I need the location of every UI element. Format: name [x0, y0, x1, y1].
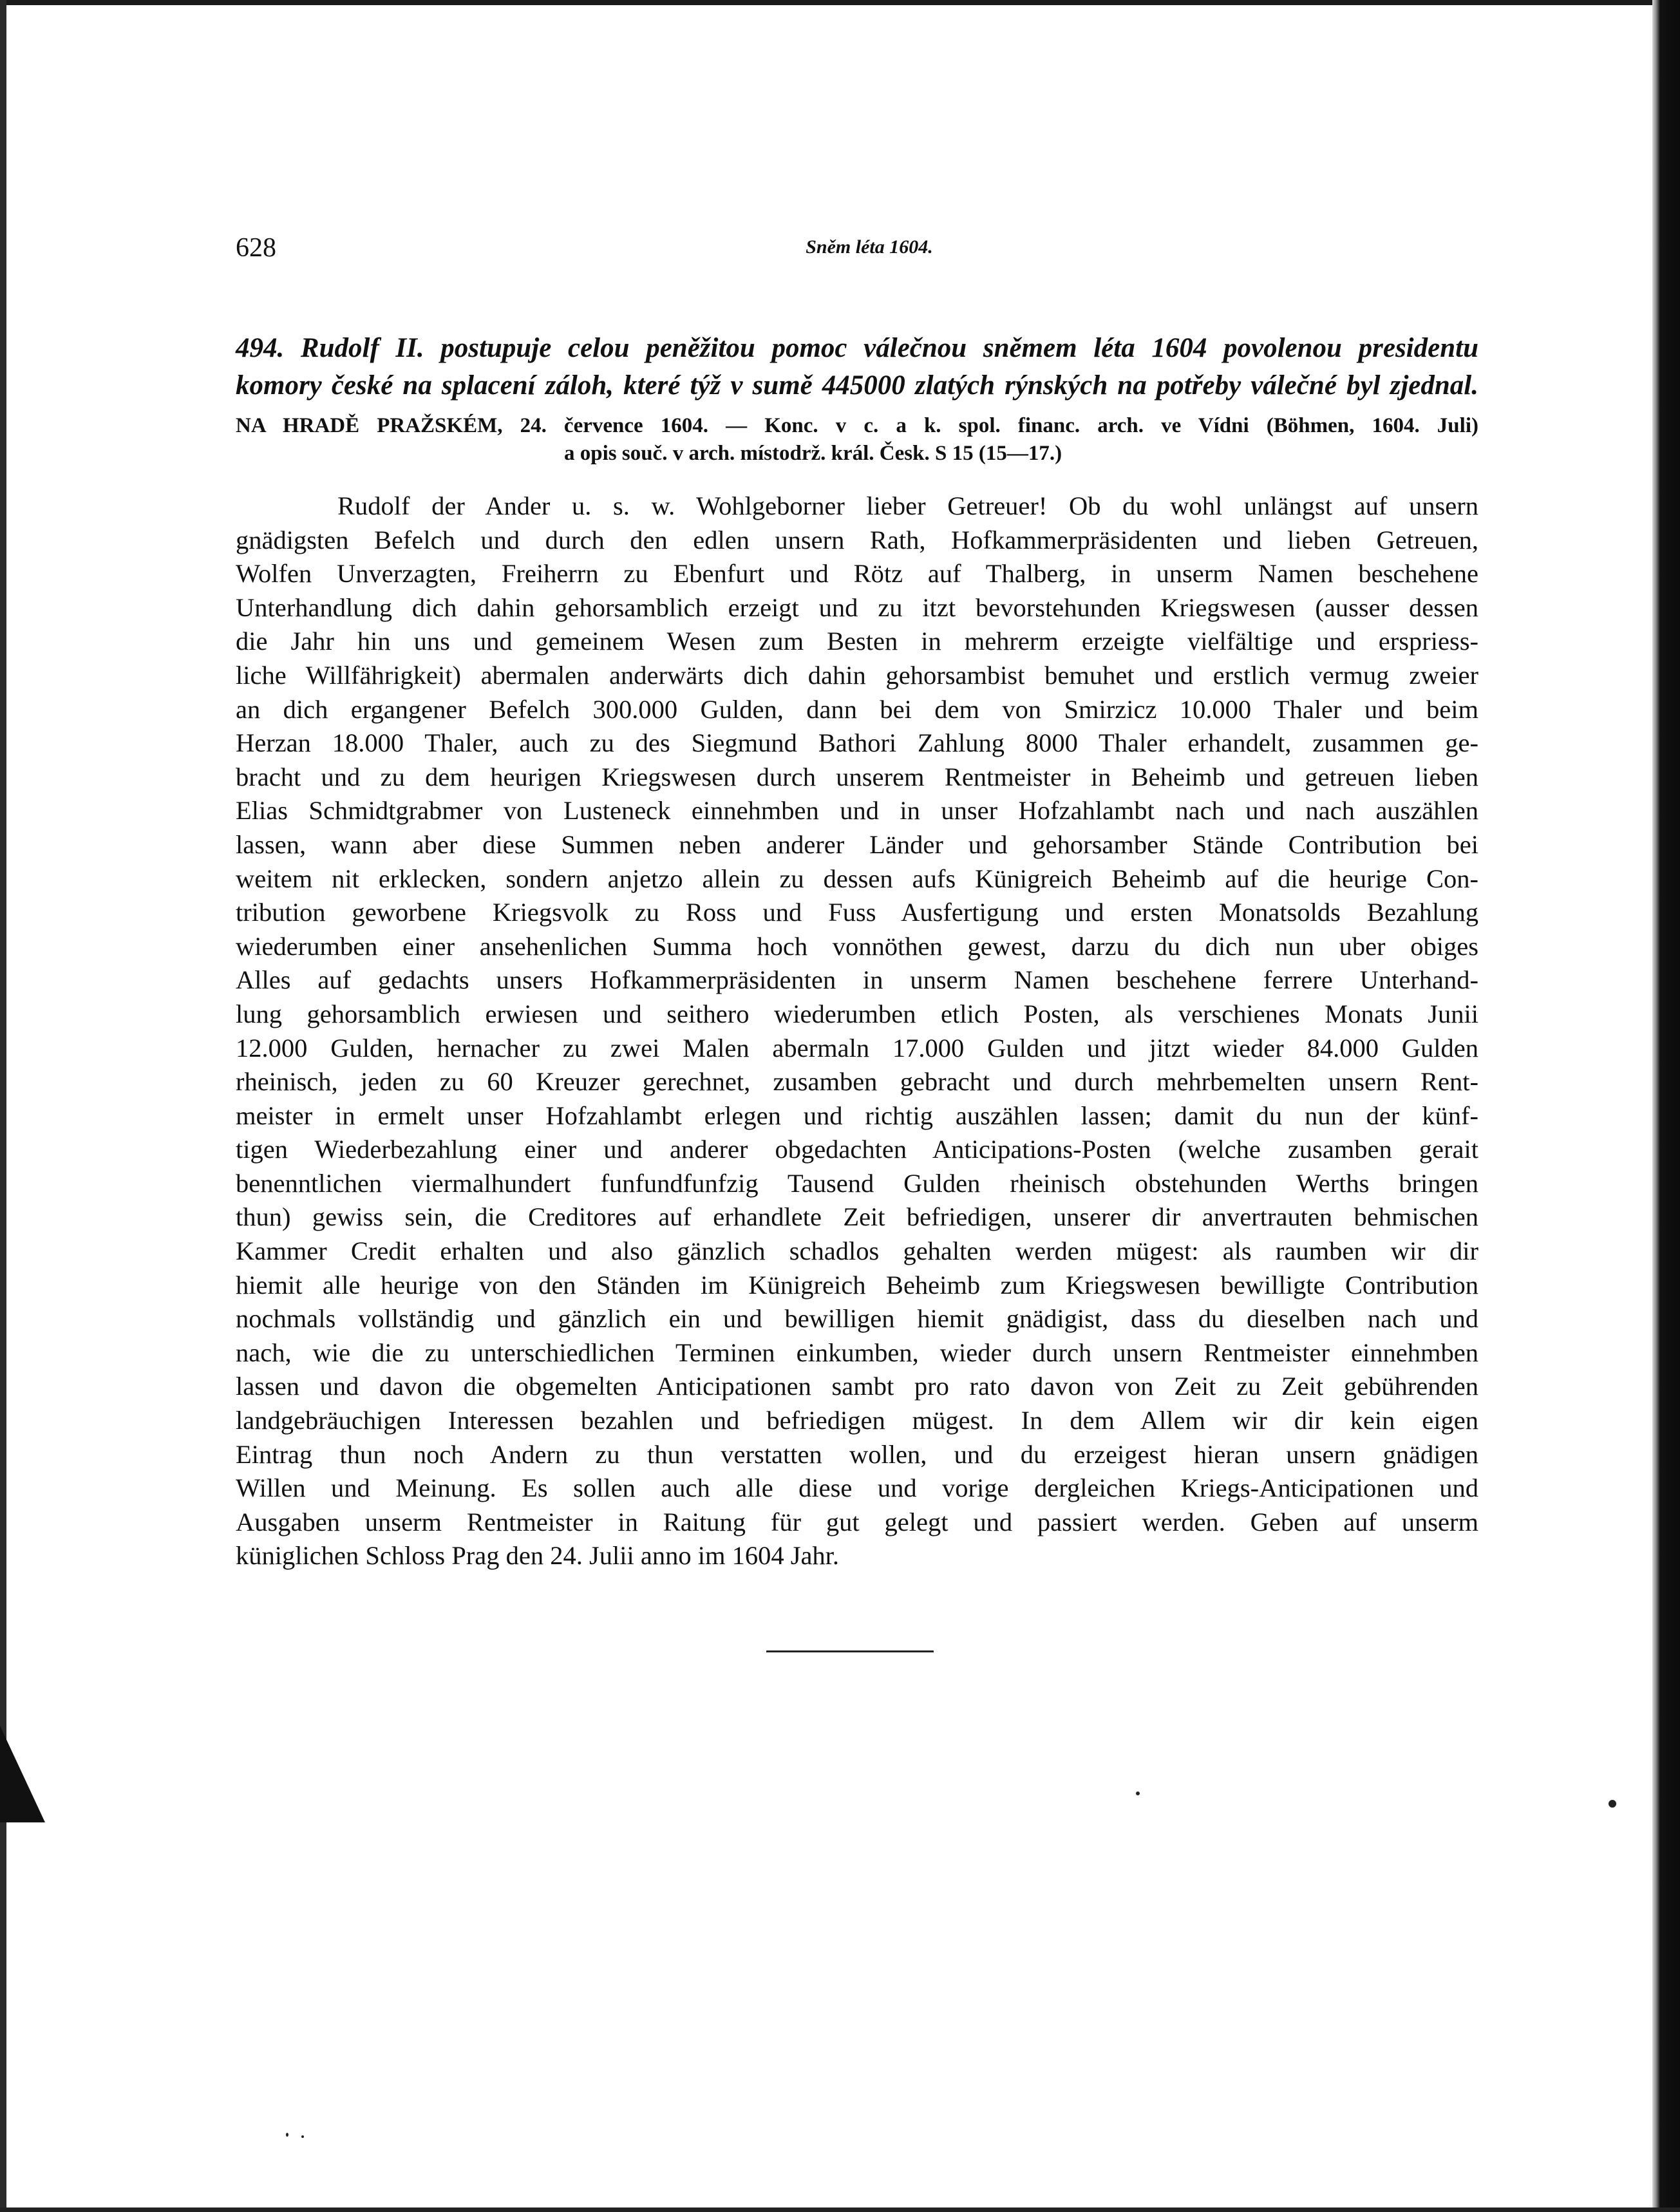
- body-line: Willen und Meinung. Es sollen auch alle diese und vorige dergleichen Kriegs-Anticipationen und: [236, 1473, 1478, 1503]
- scan-speck: [1609, 1800, 1616, 1808]
- body-line: lassen, wann aber diese Summen neben anderer Länder und gehorsamber Stände Contribution bei: [236, 829, 1478, 859]
- scan-border-top: [0, 0, 1680, 5]
- end-rule: [766, 1650, 934, 1652]
- body-line: nach, wie die zu unterschiedlichen Terminen einkumben, wieder durch unsern Rentmeister einnehmben: [236, 1338, 1478, 1367]
- source-line: NA HRADĚ PRAŽSKÉM, 24. července 1604. — Konc. v c. a k. spol. financ. arch. ve Vídni (Böhmen, 1604. Juli): [236, 414, 1478, 437]
- running-title: Sněm léta 1604.: [806, 236, 933, 258]
- body-line: wiederumben einer ansehenlichen Summa hoch vonnöthen gewest, darzu du dich nun uber obiges: [236, 931, 1478, 961]
- body-line: nochmals vollständig und gänzlich ein und bewilligen hiemit gnädigist, dass du dieselben nach und: [236, 1304, 1478, 1334]
- body-line: Kammer Credit erhalten und also gänzlich schadlos gehalten werden mügest: als raumben wir dir: [236, 1236, 1478, 1266]
- body-line: Rudolf der Ander u. s. w. Wohlgeborner lieber Getreuer! Ob du wohl unlängst auf unsern: [337, 491, 1478, 520]
- body-line: bracht und zu dem heurigen Kriegswesen durch unserem Rentmeister in Beheimb und getreuen lieben: [236, 762, 1478, 791]
- body-line: 12.000 Gulden, hernacher zu zwei Malen abermaln 17.000 Gulden und jitzt wieder 84.000 Gulden: [236, 1033, 1478, 1063]
- body-line: landgebräuchigen Interessen bezahlen und befriedigen mügest. In dem Allem wir dir kein eigen: [236, 1406, 1478, 1435]
- scan-speck: [301, 2135, 304, 2138]
- scan-border-right: [1652, 0, 1680, 2212]
- document-body: [236, 489, 1478, 1573]
- body-line: Alles auf gedachts unsers Hofkammerpräsidenten in unserm Namen beschehene ferrere Unterhand-: [236, 965, 1478, 995]
- body-line: hiemit alle heurige von den Ständen im Künigreich Beheimb zum Kriegswesen bewilligte Contribution: [236, 1270, 1478, 1300]
- source-note: [236, 412, 1478, 468]
- scan-border-bottom: [0, 2207, 1680, 2212]
- body-line: Eintrag thun noch Andern zu thun verstatten wollen, und du erzeigest hieran unsern gnädigen: [236, 1439, 1478, 1469]
- body-line: meister in ermelt unser Hofzahlambt erlegen und richtig auszählen lassen; damit du nun der künf-: [236, 1101, 1478, 1130]
- source-line: a opis souč. v arch. místodrž. král. Česk. S 15 (15—17.): [564, 442, 1062, 465]
- body-line: Unterhandlung dich dahin gehorsamblich erzeigt und zu itzt bevorstehunden Kriegswesen (ausser dessen: [236, 592, 1478, 622]
- scan-speck: [286, 2133, 288, 2137]
- body-line: küniglichen Schloss Prag den 24. Julii anno im 1604 Jahr.: [236, 1541, 840, 1571]
- body-line: tigen Wiederbezahlung einer und anderer obgedachten Anticipations-Posten (welche zusamben gerait: [236, 1135, 1478, 1164]
- body-line: lassen und davon die obgemelten Anticipationen sambt pro rato davon von Zeit zu Zeit gebührenden: [236, 1372, 1478, 1401]
- body-line: benenntlichen viermalhundert funfundfunfzig Tausend Gulden rheinisch obstehunden Werths bringen: [236, 1168, 1478, 1198]
- body-line: rheinisch, jeden zu 60 Kreuzer gerechnet, zusamben gebracht und durch mehrbemelten unsern Rent-: [236, 1067, 1478, 1097]
- heading-line: 494. Rudolf II. postupuje celou peněžitou pomoc válečnou sněmem léta 1604 povolenou presidentu: [236, 333, 1478, 363]
- body-line: lung gehorsamblich erwiesen und seithero wiederumben etlich Posten, als verschienes Monats Junii: [236, 999, 1478, 1028]
- body-line: weitem nit erklecken, sondern anjetzo allein zu dessen aufs Künigreich Beheimb auf die heurige Con-: [236, 864, 1478, 893]
- body-line: Herzan 18.000 Thaler, auch zu des Siegmund Bathori Zahlung 8000 Thaler erhandelt, zusammen ge-: [236, 728, 1478, 758]
- scan-edge-notch: [0, 1726, 45, 1822]
- body-line: liche Willfährigkeit) abermalen anderwärts dich dahin gehorsambist bemuhet und erstlich vermug zweier: [236, 660, 1478, 690]
- body-line: Ausgaben unserm Rentmeister in Raitung für gut gelegt und passiert werden. Geben auf unserm: [236, 1507, 1478, 1536]
- body-line: thun) gewiss sein, die Creditores auf erhandlete Zeit befriedigen, unserer dir anvertrauten behmischen: [236, 1202, 1478, 1232]
- body-line: Elias Schmidtgrabmer von Lusteneck einnehmben und in unser Hofzahlambt nach und nach auszählen: [236, 796, 1478, 826]
- heading-line: komory české na splacení záloh, které týž v sumě 445000 zlatých rýnských na potřeby válečné byl zjednal.: [236, 370, 1478, 401]
- body-line: gnädigsten Befelch und durch den edlen unsern Rath, Hofkammerpräsidenten und lieben Getreuen,: [236, 525, 1478, 554]
- body-line: Wolfen Unverzagten, Freiherrn zu Ebenfurt und Rötz auf Thalberg, in unserm Namen beschehene: [236, 559, 1478, 589]
- body-line: tribution geworbene Kriegsvolk zu Ross und Fuss Ausfertigung und ersten Monatsolds Bezahlung: [236, 898, 1478, 927]
- document-heading: [236, 330, 1478, 404]
- scan-border-left: [0, 0, 6, 2212]
- body-line: die Jahr hin uns und gemeinem Wesen zum Besten in mehrerm erzeigte vielfältige und erspriess-: [236, 627, 1478, 656]
- body-line: an dich ergangener Befelch 300.000 Gulden, dann bei dem von Smirzicz 10.000 Thaler und beim: [236, 694, 1478, 724]
- scan-speck: [1136, 1791, 1140, 1795]
- page-number: 628: [236, 233, 276, 263]
